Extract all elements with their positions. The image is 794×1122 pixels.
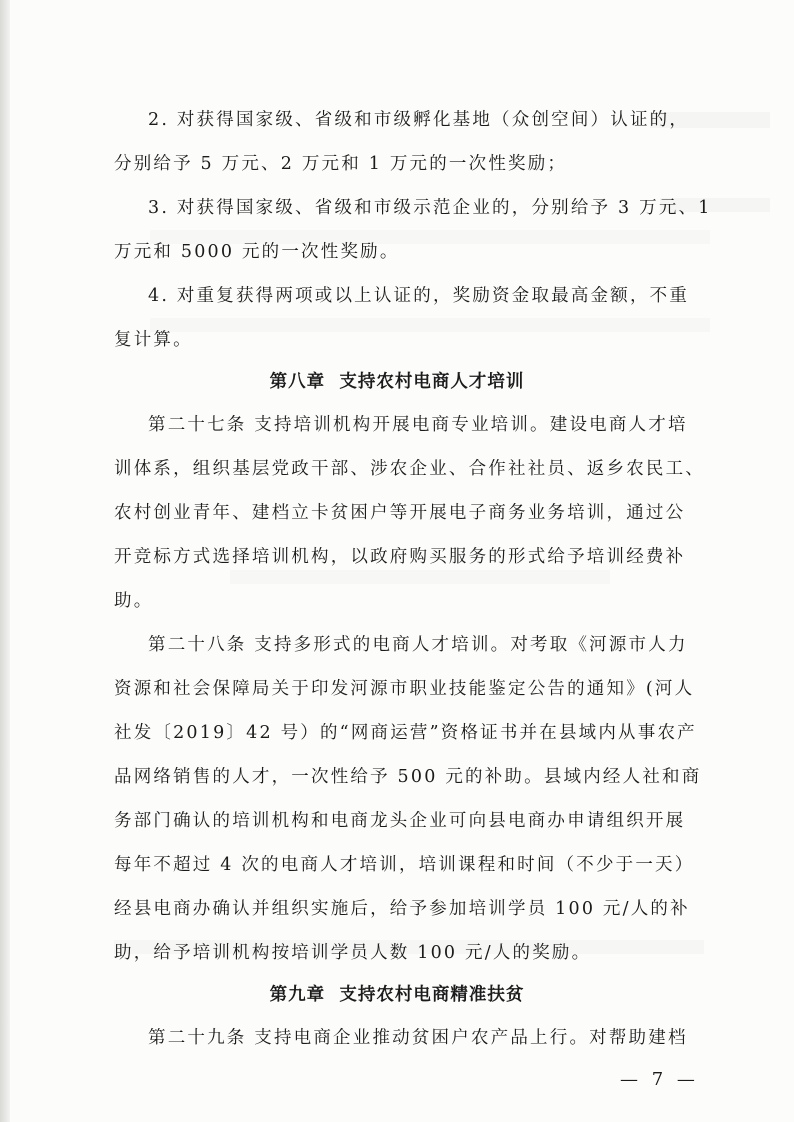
text-line: 经县电商办确认并组织实施后，给予参加培训学员 100 元/人的补 [114, 899, 690, 919]
text-line: 分别给予 5 万元、2 万元和 1 万元的一次性奖励； [114, 154, 568, 174]
text-line: 第二十七条 支持培训机构开展电商专业培训。建设电商人才培 [148, 415, 688, 435]
text-line: 复计算。 [114, 330, 193, 350]
text-line: 资源和社会保障局关于印发河源市职业技能鉴定公告的通知》(河人 [114, 679, 695, 699]
page-number: — 7 — [620, 1069, 699, 1090]
bleed-through-mark [230, 570, 610, 584]
text-line: 务部门确认的培训机构和电商龙头企业可向县电商办申请组织开展 [114, 811, 686, 831]
text-line: 每年不超过 4 次的电商人才培训，培训课程和时间（不少于一天） [114, 855, 695, 875]
text-line: 训体系，组织基层党政干部、涉农企业、合作社社员、返乡农民工、 [114, 459, 705, 479]
text-line: 3. 对获得国家级、省级和市级示范企业的，分别给予 3 万元、1 [148, 198, 712, 218]
text-line: 第二十八条 支持多形式的电商人才培训。对考取《河源市人力 [148, 635, 688, 655]
text-line: 第二十九条 支持电商企业推动贫困户农产品上行。对帮助建档 [148, 1028, 688, 1048]
text-line: 助。 [114, 591, 154, 611]
text-line: 品网络销售的人才，一次性给予 500 元的补助。县域内经人社和商 [114, 767, 702, 787]
text-line: 万元和 5000 元的一次性奖励。 [114, 242, 400, 262]
text-line: 4. 对重复获得两项或以上认证的，奖励资金取最高金额，不重 [148, 286, 690, 306]
scan-shadow-edge [0, 0, 10, 1122]
text-line: 社发〔2019〕42 号）的“网商运营”资格证书并在县域内从事农产 [114, 723, 697, 743]
text-line: 农村创业青年、建档立卡贫困户等开展电子商务业务培训，通过公 [114, 503, 686, 523]
chapter-heading: 第九章 支持农村电商精准扶贫 [269, 985, 525, 1005]
text-line: 助，给予培训机构按培训学员人数 100 元/人的奖励。 [114, 943, 592, 963]
text-line: 2. 对获得国家级、省级和市级孵化基地（众创空间）认证的， [148, 110, 690, 130]
chapter-heading: 第八章 支持农村电商人才培训 [269, 372, 525, 392]
text-line: 开竞标方式选择培训机构，以政府购买服务的形式给予培训经费补 [114, 547, 686, 567]
